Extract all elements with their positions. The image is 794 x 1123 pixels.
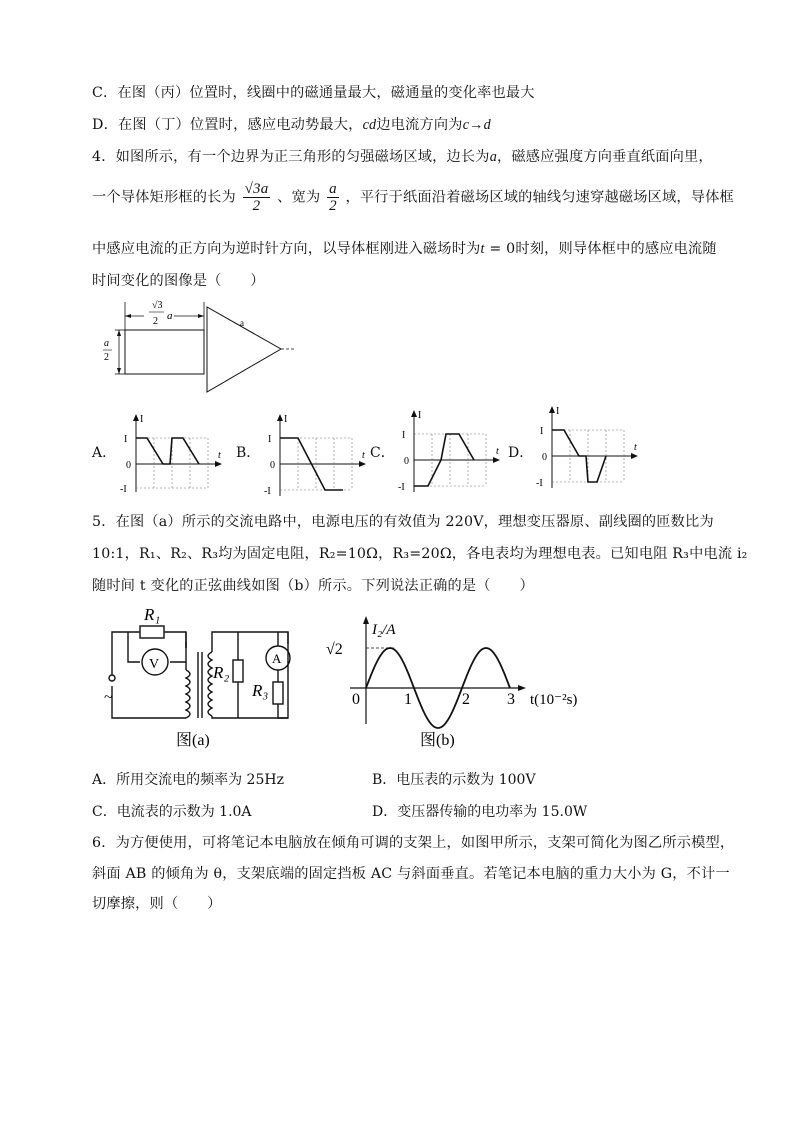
q4-line2-mid: 、宽为: [277, 189, 321, 206]
arrow-up: [117, 330, 121, 336]
y-label: I₂/A: [372, 622, 396, 638]
q4-fraction-length: [243, 181, 271, 214]
label-r1: R₁: [144, 605, 161, 624]
svg-text:0: 0: [270, 460, 275, 471]
q4-line4: 时间变化的图像是（ ）: [92, 273, 265, 289]
q3-option-d: [92, 114, 491, 134]
svg-text:-I: -I: [120, 484, 127, 495]
q4-option-d-label: D．: [508, 445, 534, 461]
q5-figure-a: [100, 600, 320, 755]
label-r3: R₃: [252, 681, 269, 700]
q4-line3-pre: 中感应电流的正方向为逆时针方向，以导体框刚进入磁场时为: [92, 241, 481, 257]
q3-option-d-cd: cd: [362, 117, 377, 133]
q5-option-a: A．所用交流电的频率为 25Hz: [92, 772, 284, 788]
svg-text:0: 0: [126, 460, 131, 471]
svg-text:t: t: [496, 446, 499, 457]
q4-frac2-num: a: [329, 181, 337, 197]
arrow-down: [117, 368, 121, 374]
q4-line3: [92, 238, 717, 258]
q4-graph-a: [118, 412, 228, 500]
svg-text:I: I: [402, 430, 406, 441]
conductor-frame: [125, 330, 204, 374]
peak-label: √2: [326, 641, 343, 658]
q4-graph-b: [262, 412, 372, 500]
q3-option-d-text: D．在图（丁）位置时，感应电动势最大，: [92, 117, 363, 133]
figure-a-caption: 图(a): [176, 732, 210, 749]
ac-source-symbol: ~: [104, 689, 113, 706]
q5-line2: 10:1，R₁、R₂、R₃均为固定电阻，R₂=10Ω，R₃=20Ω，各电表均为理想电表。已知电阻 R₃中电流 i₂: [92, 546, 748, 562]
q6-line3: 切摩擦，则（ ）: [92, 896, 222, 912]
q4-line2-end: ，平行于纸面沿着磁场区域的轴线匀速穿越磁场区域，导体框: [345, 189, 734, 206]
svg-text:I: I: [284, 414, 288, 425]
q4-line3-eq: = 0: [484, 241, 516, 257]
svg-text:-I: -I: [264, 486, 271, 497]
arrow-left: [125, 314, 131, 318]
arrow-right: [198, 314, 204, 318]
svg-text:t: t: [218, 450, 221, 461]
q5-line1: 5．在图（a）所示的交流电路中，电源电压的有效值为 220V，理想变压器原、副线圈的匝数比为: [92, 514, 714, 530]
q5-line3: 随时间 t 变化的正弦曲线如图（b）所示。下列说法正确的是（ ）: [92, 578, 534, 594]
ammeter-symbol: A: [272, 651, 282, 666]
q3-option-d-mid: 边电流方向为: [376, 117, 463, 133]
q4-frac1-den: 2: [252, 198, 261, 214]
label-r2: R₂: [213, 663, 230, 682]
q4-frac1-num: √3a: [244, 181, 269, 197]
dim-left-den: 2: [104, 352, 109, 363]
svg-text:I: I: [556, 406, 560, 417]
svg-text:t: t: [634, 442, 637, 453]
q4-line1-a: a: [489, 149, 497, 165]
dim-top-den: 2: [153, 316, 158, 327]
q4-option-b-label: B．: [236, 445, 261, 461]
figure-b-caption: 图(b): [420, 732, 455, 749]
q4-line3-end: 时刻，则导体框中的感应电流随: [515, 241, 717, 257]
q5-option-b: B．电压表的示数为 100V: [372, 772, 536, 788]
x-label: t(10⁻²s): [530, 692, 578, 708]
q6-line2: 斜面 AB 的倾角为 θ，支架底端的固定挡板 AC 与斜面垂直。若笔记本电脑的重力大小为 G，不计一: [92, 866, 730, 882]
q4-graph-c: [396, 408, 506, 496]
svg-text:0: 0: [542, 452, 547, 463]
svg-text:I: I: [268, 434, 272, 445]
q4-option-c-label: C．: [370, 445, 395, 461]
svg-text:t: t: [362, 450, 365, 461]
svg-text:-I: -I: [536, 478, 543, 489]
dim-top-sqrt: √3: [152, 300, 163, 311]
q4-frac2-den: 2: [329, 198, 337, 214]
q6-line1: 6．为方便使用，可将笔记本电脑放在倾角可调的支架上，如图甲所示，支架可简化为图乙所示模型，: [92, 835, 735, 851]
dim-top-a: a: [167, 310, 173, 322]
q5-option-d: D．变压器传输的电功率为 15.0W: [372, 804, 588, 820]
q4-line2: [92, 181, 734, 214]
q4-line3-t: t: [480, 241, 485, 257]
triangle-side-label: a: [240, 318, 244, 328]
tick-2: 2: [462, 691, 470, 708]
q5-option-c: C．电流表的示数为 1.0A: [92, 804, 252, 820]
q4-line1-text: 4．如图所示，有一个边界为正三角形的匀强磁场区域，边长为: [92, 149, 490, 165]
voltmeter-symbol: V: [149, 657, 160, 672]
svg-text:I: I: [124, 434, 128, 445]
q5-figure-b: [320, 612, 610, 752]
q4-option-a-label: A．: [92, 445, 117, 461]
svg-text:I: I: [140, 414, 144, 425]
q4-line1-end: ，磁感应强度方向垂直纸面向里，: [497, 149, 713, 165]
y-axis-arrow: [363, 616, 369, 624]
svg-text:I: I: [540, 426, 544, 437]
q3-option-d-dir: c→d: [462, 117, 491, 133]
q4-line1: [92, 146, 713, 166]
magnetic-field-triangle: [207, 307, 281, 392]
dim-left-num: a: [104, 338, 109, 349]
svg-text:I: I: [418, 410, 422, 421]
q4-graph-d: [534, 404, 644, 492]
svg-text:-I: -I: [398, 482, 405, 493]
tick-3: 3: [507, 691, 515, 708]
x-axis-arrow: [518, 685, 526, 691]
svg-text:0: 0: [404, 456, 409, 467]
q3-option-c: C．在图（丙）位置时，线圈中的磁通量最大，磁通量的变化率也最大: [92, 85, 535, 101]
origin-label: 0: [352, 691, 360, 708]
tick-1: 1: [404, 691, 412, 708]
q4-figure: [100, 296, 300, 401]
q4-line2-pre: 一个导体矩形框的长为: [92, 189, 236, 206]
q4-fraction-width: [327, 181, 339, 214]
